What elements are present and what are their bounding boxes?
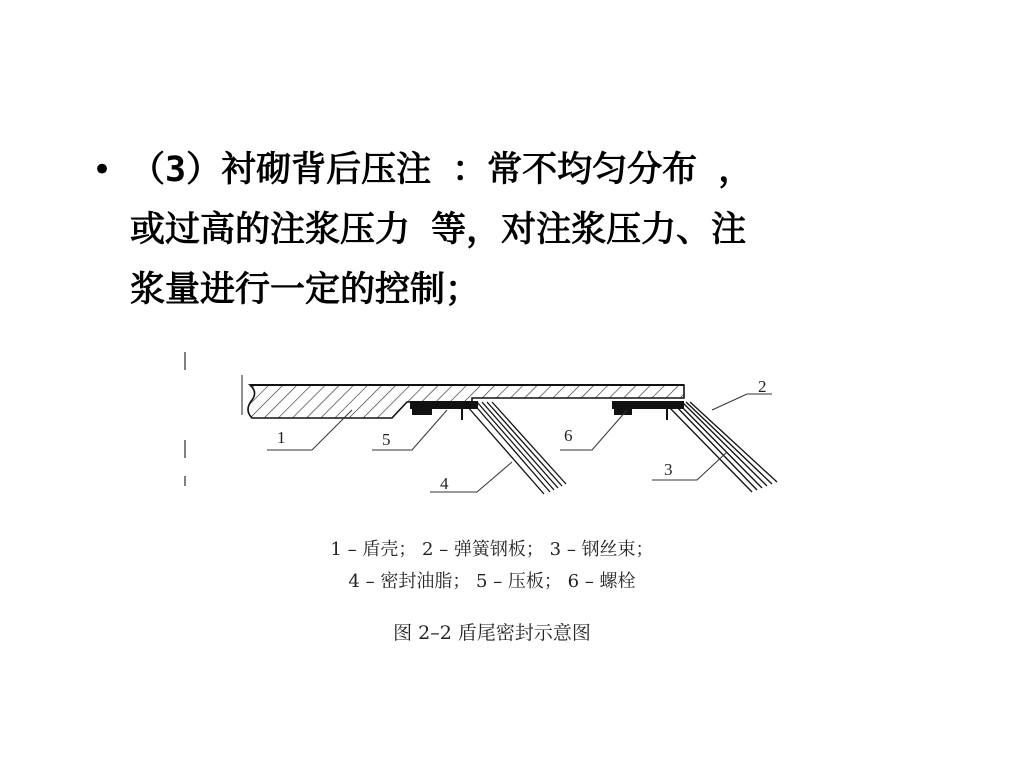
label-2: 2 — [758, 377, 767, 396]
label-6: 6 — [564, 426, 573, 445]
wire-brush-right — [668, 402, 777, 492]
bullet-line-2: 或过高的注浆压力 等，对注浆压力、注 — [130, 210, 747, 250]
figure-caption: 图 2–2 盾尾密封示意图 — [393, 622, 591, 644]
legend-line-1: 1 – 盾壳； 2 – 弹簧钢板； 3 – 钢丝束； — [330, 539, 654, 560]
label-1: 1 — [277, 428, 286, 447]
pressing-plate-left — [410, 401, 478, 420]
label-4: 4 — [440, 474, 449, 493]
wire-brush-left — [467, 402, 566, 494]
bullet-dot: • — [92, 150, 113, 190]
bullet-text — [130, 140, 952, 320]
label-3: 3 — [664, 460, 673, 479]
shield-tail-seal-figure — [172, 340, 812, 700]
bullet-point — [92, 140, 952, 320]
bullet-line-1: （3）衬砌背后压注 ：常不均匀分布 ， — [130, 150, 754, 190]
legend-line-2: 4 – 密封油脂； 5 – 压板； 6 – 螺栓 — [348, 571, 636, 592]
label-5: 5 — [382, 430, 391, 449]
shield-tail-seal-diagram — [172, 340, 812, 530]
bullet-line-3: 浆量进行一定的控制； — [130, 270, 481, 310]
